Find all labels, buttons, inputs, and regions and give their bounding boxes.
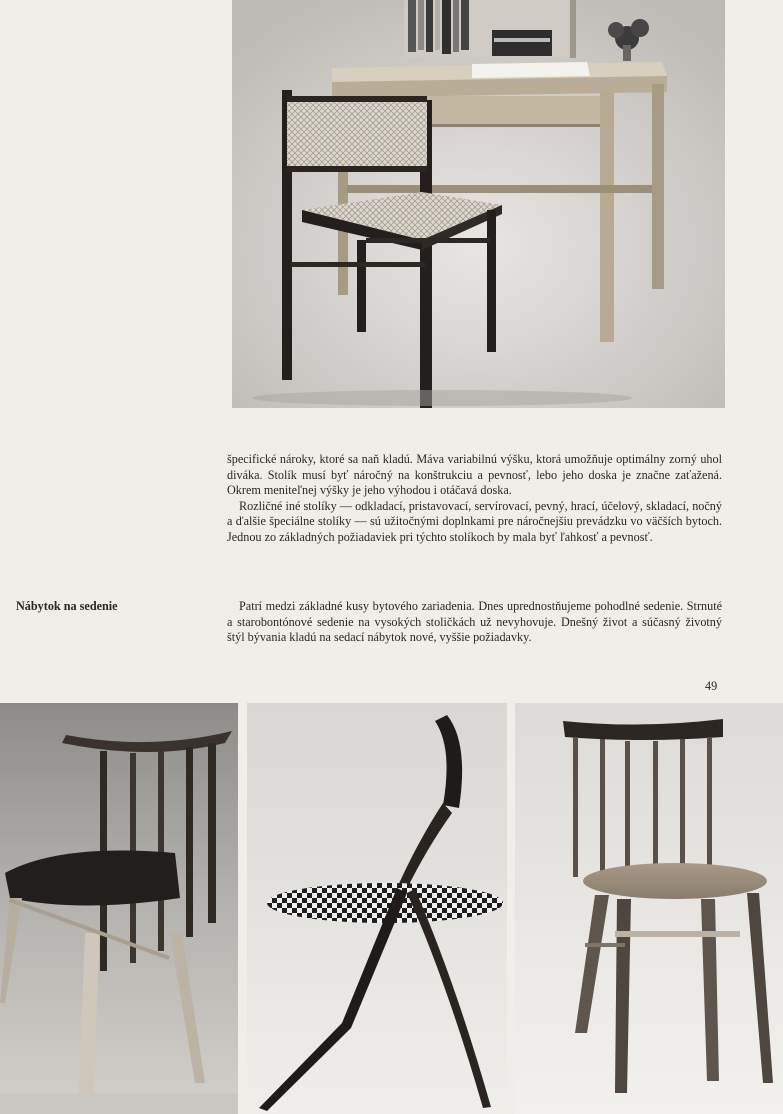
desk-with-chair-photo (232, 0, 725, 408)
folding-chair-photo (247, 703, 507, 1114)
body-paragraph-other-tables: Rozličné iné stolíky — odkladací, pristavovací, servírovací, pevný, hrací, účelový, skladací, nočný a ďalšie špeciálne stolíky — sú užitočnými doplnkami pre náročnejšiu prevádzku vo väčších bytoch. Jednou zo základných požiadaviek pri týchto stolíkoch by mala byť ľahkosť a pevnosť. (227, 498, 722, 544)
seating-text-block (227, 599, 722, 646)
spindle-back-chair-photo (0, 703, 238, 1114)
windsor-chair-photo (515, 703, 783, 1114)
section-heading: Nábytok na sedenie (16, 599, 118, 613)
body-text-block (227, 452, 722, 546)
body-paragraph-seating: Patrí medzi základné kusy bytového zariadenia. Dnes uprednostňujeme pohodlné sedenie. Strnuté a starobontónové sedenie na vysokých stoličkách už nevyhovuje. Dnešný život a súčasný životný štýl bývania kladú na sedací nábytok nové, vyššie požiadavky. (227, 599, 722, 645)
body-paragraph-tv-table: špecifické nároky, ktoré sa naň kladú. Máva variabilnú výšku, ktorá umožňuje optimálny zorný uhol diváka. Stolík musí byť náročný na konštrukciu a pevnosť, lebo jeho doska je značne zaťažená. Okrem meniteľnej výšky je jeho výhodou i otáčavá doska. (227, 452, 722, 498)
page-number: 49 (705, 679, 718, 693)
